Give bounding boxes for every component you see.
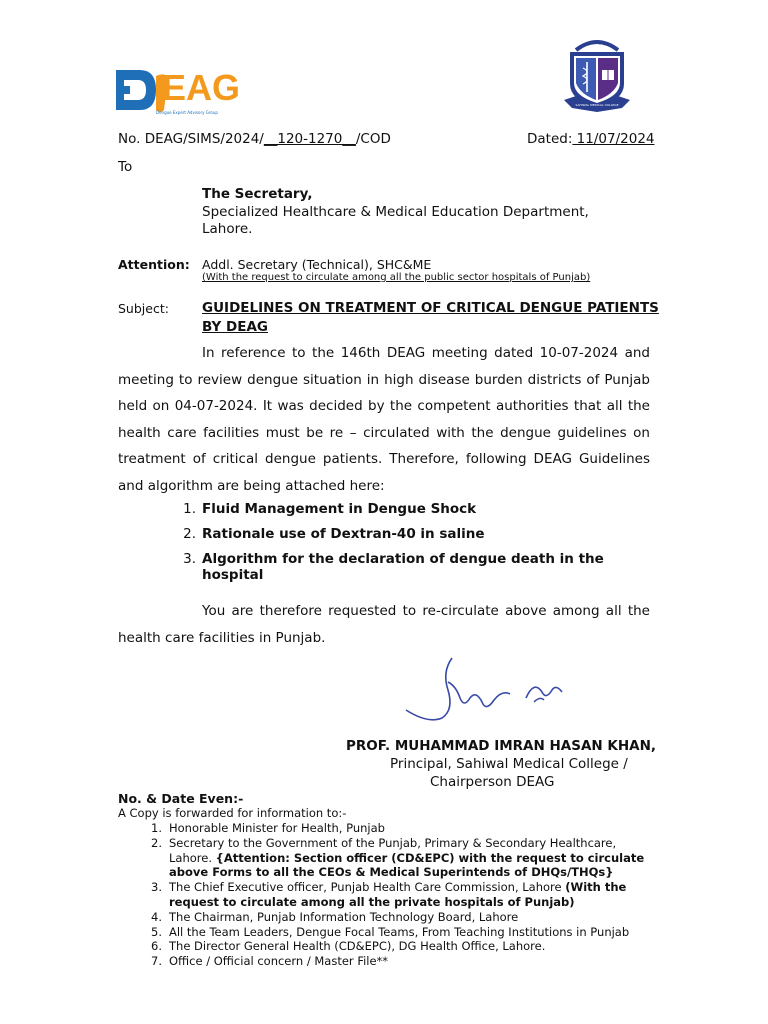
reference-suffix: /COD xyxy=(355,131,391,147)
dated-label: Dated: xyxy=(527,131,573,147)
logo-text: EAG xyxy=(162,67,241,108)
copy-list-item xyxy=(142,954,654,969)
addressee-line1: Specialized Healthcare & Medical Education Department, xyxy=(202,204,589,220)
attention-line1: Addl. Secretary (Technical), SHC&ME xyxy=(202,257,432,272)
list-item xyxy=(174,526,654,542)
copy-list-item xyxy=(142,821,654,836)
subject-label: Subject: xyxy=(118,301,169,316)
addressee-line2: Lahore. xyxy=(202,221,253,237)
addressee-title: The Secretary, xyxy=(202,186,313,202)
copy-list-item xyxy=(142,925,654,940)
reference-number xyxy=(118,131,391,147)
copy-item-text: The Director General Health (CD&EPC), DG Health Office, Lahore. xyxy=(169,939,546,954)
guidelines-list xyxy=(174,501,654,583)
logo-subtitle: Dengue Expert Advisory Group xyxy=(156,110,218,115)
signature-scribble-icon xyxy=(398,652,574,726)
dated-value: 11/07/2024 xyxy=(572,131,655,147)
copy-item-text: The Chairman, Punjab Information Technology Board, Lahore xyxy=(169,909,519,924)
copy-list xyxy=(142,821,654,969)
college-seal xyxy=(562,36,632,116)
signatory-line2: Chairperson DEAG xyxy=(430,774,555,790)
body-paragraph-2: You are therefore requested to re-circulate above among all the health care facilities in Punjab. xyxy=(118,603,650,646)
copy-item-text: The Chief Executive officer, Punjab Health Care Commission, Lahore xyxy=(169,880,566,895)
body-paragraph-1: In reference to the 146th DEAG meeting dated 10-07-2024 and meeting to review dengue situation in high disease burden districts of Punjab held on 04-07-2024. It was decided by the competent authorities that all the health care facilities must be re – circulated with the dengue guidelines on treatment of critical dengue patients. Therefore, following DEAG Guidelines and algorithm are being attached here: xyxy=(118,345,650,494)
copy-item-text: All the Team Leaders, Dengue Focal Teams, From Teaching Institutions in Punjab xyxy=(169,924,630,939)
list-item-number: 2. xyxy=(183,526,196,542)
copy-item-number: 6. xyxy=(151,939,162,954)
list-item xyxy=(174,501,654,517)
reference-value: __120-1270__ xyxy=(263,131,356,147)
copy-list-item xyxy=(142,880,654,910)
copy-item-text-wrap xyxy=(169,836,654,880)
subject-line1: GUIDELINES ON TREATMENT OF CRITICAL DENGUE PATIENTS xyxy=(202,300,659,316)
copy-list-item xyxy=(142,836,654,880)
copy-item-text: Secretary to the Government of the Punjab, Primary & Secondary Healthcare, Lahore. xyxy=(169,835,617,865)
copy-item-emphasis: {Attention: Section officer (CD&EPC) with the request to circulate above Forms to all the CEOs & Medical Superintends of DHQs/THQs} xyxy=(169,850,645,880)
signature xyxy=(398,652,574,726)
attention-line2: (With the request to circulate among all the public sector hospitals of Punjab) xyxy=(202,272,591,283)
list-item-text: Fluid Management in Dengue Shock xyxy=(202,501,477,517)
list-item-number: 3. xyxy=(183,551,196,567)
seal-text: SAHIWAL MEDICAL COLLEGE xyxy=(575,103,619,107)
subject-line2: BY DEAG xyxy=(202,319,268,335)
copy-item-emphasis: (With the request to circulate among all the private hospitals of Punjab) xyxy=(169,880,627,909)
dated xyxy=(527,131,655,147)
copy-item-text: Office / Official concern / Master File** xyxy=(169,954,389,969)
copy-item-number: 5. xyxy=(151,924,162,939)
copy-list-item xyxy=(142,910,654,925)
signatory-line1: Principal, Sahiwal Medical College / xyxy=(390,756,628,772)
copy-item-number: 1. xyxy=(151,821,162,835)
list-item-number: 1. xyxy=(183,501,196,517)
copy-item-number: 4. xyxy=(151,909,162,924)
copy-item-text-wrap xyxy=(169,880,654,910)
copy-intro: A Copy is forwarded for information to:- xyxy=(118,806,347,820)
copy-list-item xyxy=(142,939,654,954)
copy-item-number: 7. xyxy=(151,954,162,969)
signatory-name: PROF. MUHAMMAD IMRAN HASAN KHAN, xyxy=(346,738,657,754)
list-item-text: Algorithm for the declaration of dengue death in the hospital xyxy=(202,551,604,583)
attention-label: Attention: xyxy=(118,257,190,272)
copy-item-number: 2. xyxy=(151,835,162,850)
list-item xyxy=(174,551,654,583)
reference-prefix: No. DEAG/SIMS/2024/ xyxy=(118,131,264,147)
list-item-text: Rationale use of Dextran-40 in saline xyxy=(202,526,485,542)
copy-item-text: Honorable Minister for Health, Punjab xyxy=(169,821,385,835)
copy-heading: No. & Date Even:- xyxy=(118,791,244,806)
copy-item-number: 3. xyxy=(151,880,162,895)
to-label: To xyxy=(118,159,133,175)
deag-logo xyxy=(116,67,241,118)
